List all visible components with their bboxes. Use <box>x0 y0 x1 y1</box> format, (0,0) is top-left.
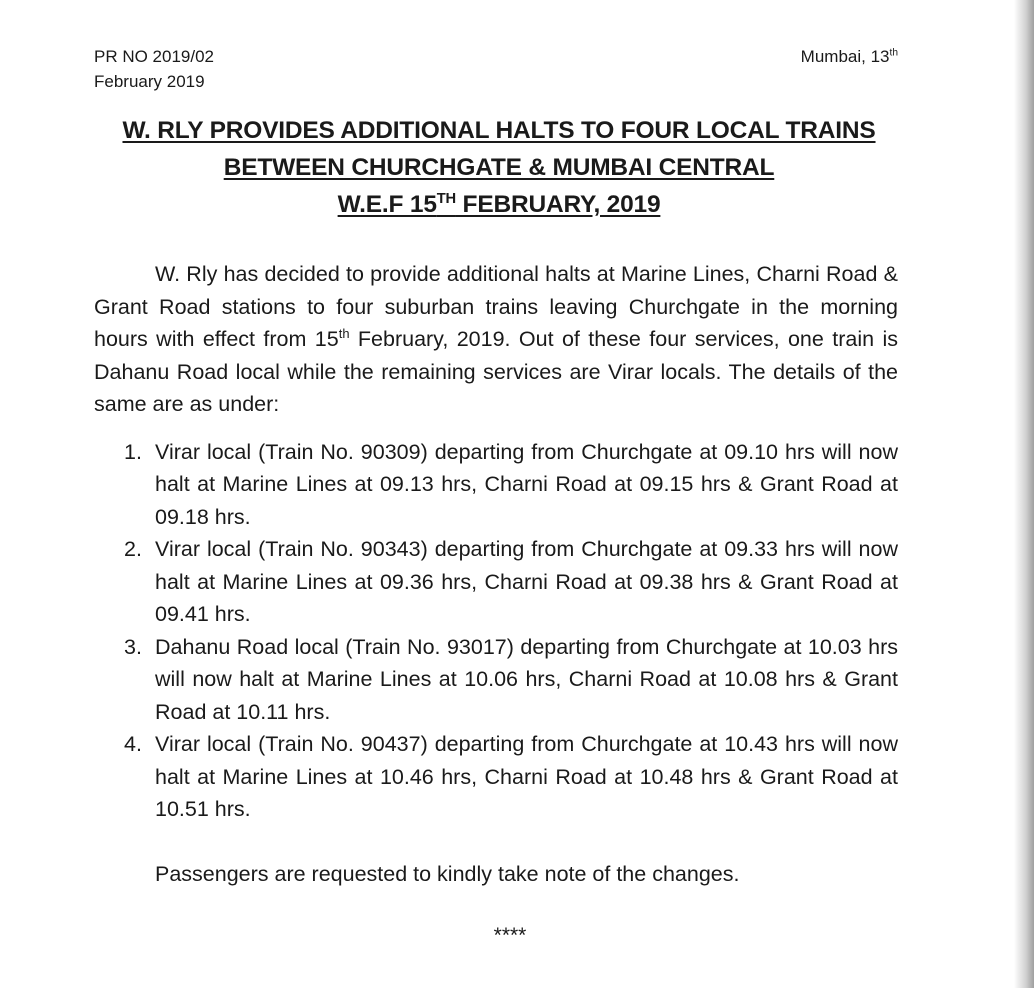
list-item <box>94 631 898 729</box>
title-line-3 <box>94 186 904 223</box>
list-item-text: Dahanu Road local (Train No. 93017) departing from Churchgate at 10.03 hrs will now halt at Marine Lines at 10.06 hrs, Charni Road at 10.08 hrs & Grant Road at 10.11 hrs. <box>155 634 898 724</box>
document-body <box>94 258 898 890</box>
press-release-month: February 2019 <box>94 72 205 91</box>
list-item <box>94 436 898 534</box>
list-item-number: 3. <box>124 634 142 659</box>
title-line-3-end: FEBRUARY, 2019 <box>455 191 661 218</box>
place-and-date <box>801 44 898 69</box>
place-date-suffix: th <box>889 47 898 59</box>
list-item-text: Virar local (Train No. 90309) departing from Churchgate at 09.10 hrs will now halt at Marine Lines at 09.13 hrs, Charni Road at 09.15 hrs & Grant Road at 09.18 hrs. <box>155 439 898 529</box>
intro-paragraph <box>94 258 898 421</box>
intro-date-suffix: th <box>338 325 350 341</box>
place-text: Mumbai, 13 <box>800 47 890 66</box>
list-item-number: 1. <box>124 439 142 464</box>
title-date-suffix: TH <box>436 190 456 207</box>
title-line-2: BETWEEN CHURCHGATE & MUMBAI CENTRAL <box>223 154 775 181</box>
list-item <box>94 533 898 631</box>
list-item-number: 2. <box>124 537 142 561</box>
list-item-number: 4. <box>124 732 142 756</box>
press-release-number: PR NO 2019/02 <box>94 47 215 66</box>
list-item-text: Virar local (Train No. 90437) departing from Churchgate at 10.43 hrs will now halt at Marine Lines at 10.46 hrs, Charni Road at 10.48 hrs & Grant Road at 10.51 hrs. <box>155 732 898 821</box>
closing-paragraph: Passengers are requested to kindly take note of the changes. <box>155 861 740 886</box>
intro-text-end: February, 2019. Out of these four services, one train is Dahanu Road local while the remaining services are Virar locals. The details of the same are as under: <box>94 327 898 416</box>
intro-text-start: W. Rly has decided to provide additional halts at Marine Lines, Charni Road & Grant Road stations to four suburban trains leaving Churchgate in the morning hours with effect from 15 <box>94 262 898 351</box>
list-item <box>94 728 898 826</box>
train-halt-list <box>94 436 898 826</box>
list-item-text: Virar local (Train No. 90343) departing from Churchgate at 09.33 hrs will now halt at Marine Lines at 09.36 hrs, Charni Road at 09.38 hrs & Grant Road at 09.41 hrs. <box>155 537 898 626</box>
end-of-release-mark: **** <box>493 924 527 947</box>
title-line-1: W. RLY PROVIDES ADDITIONAL HALTS TO FOUR LOCAL TRAINS <box>122 117 876 144</box>
page-title <box>94 112 904 223</box>
page-edge-shadow <box>1014 0 1034 988</box>
title-line-3-start: W.E.F 15 <box>337 191 437 218</box>
